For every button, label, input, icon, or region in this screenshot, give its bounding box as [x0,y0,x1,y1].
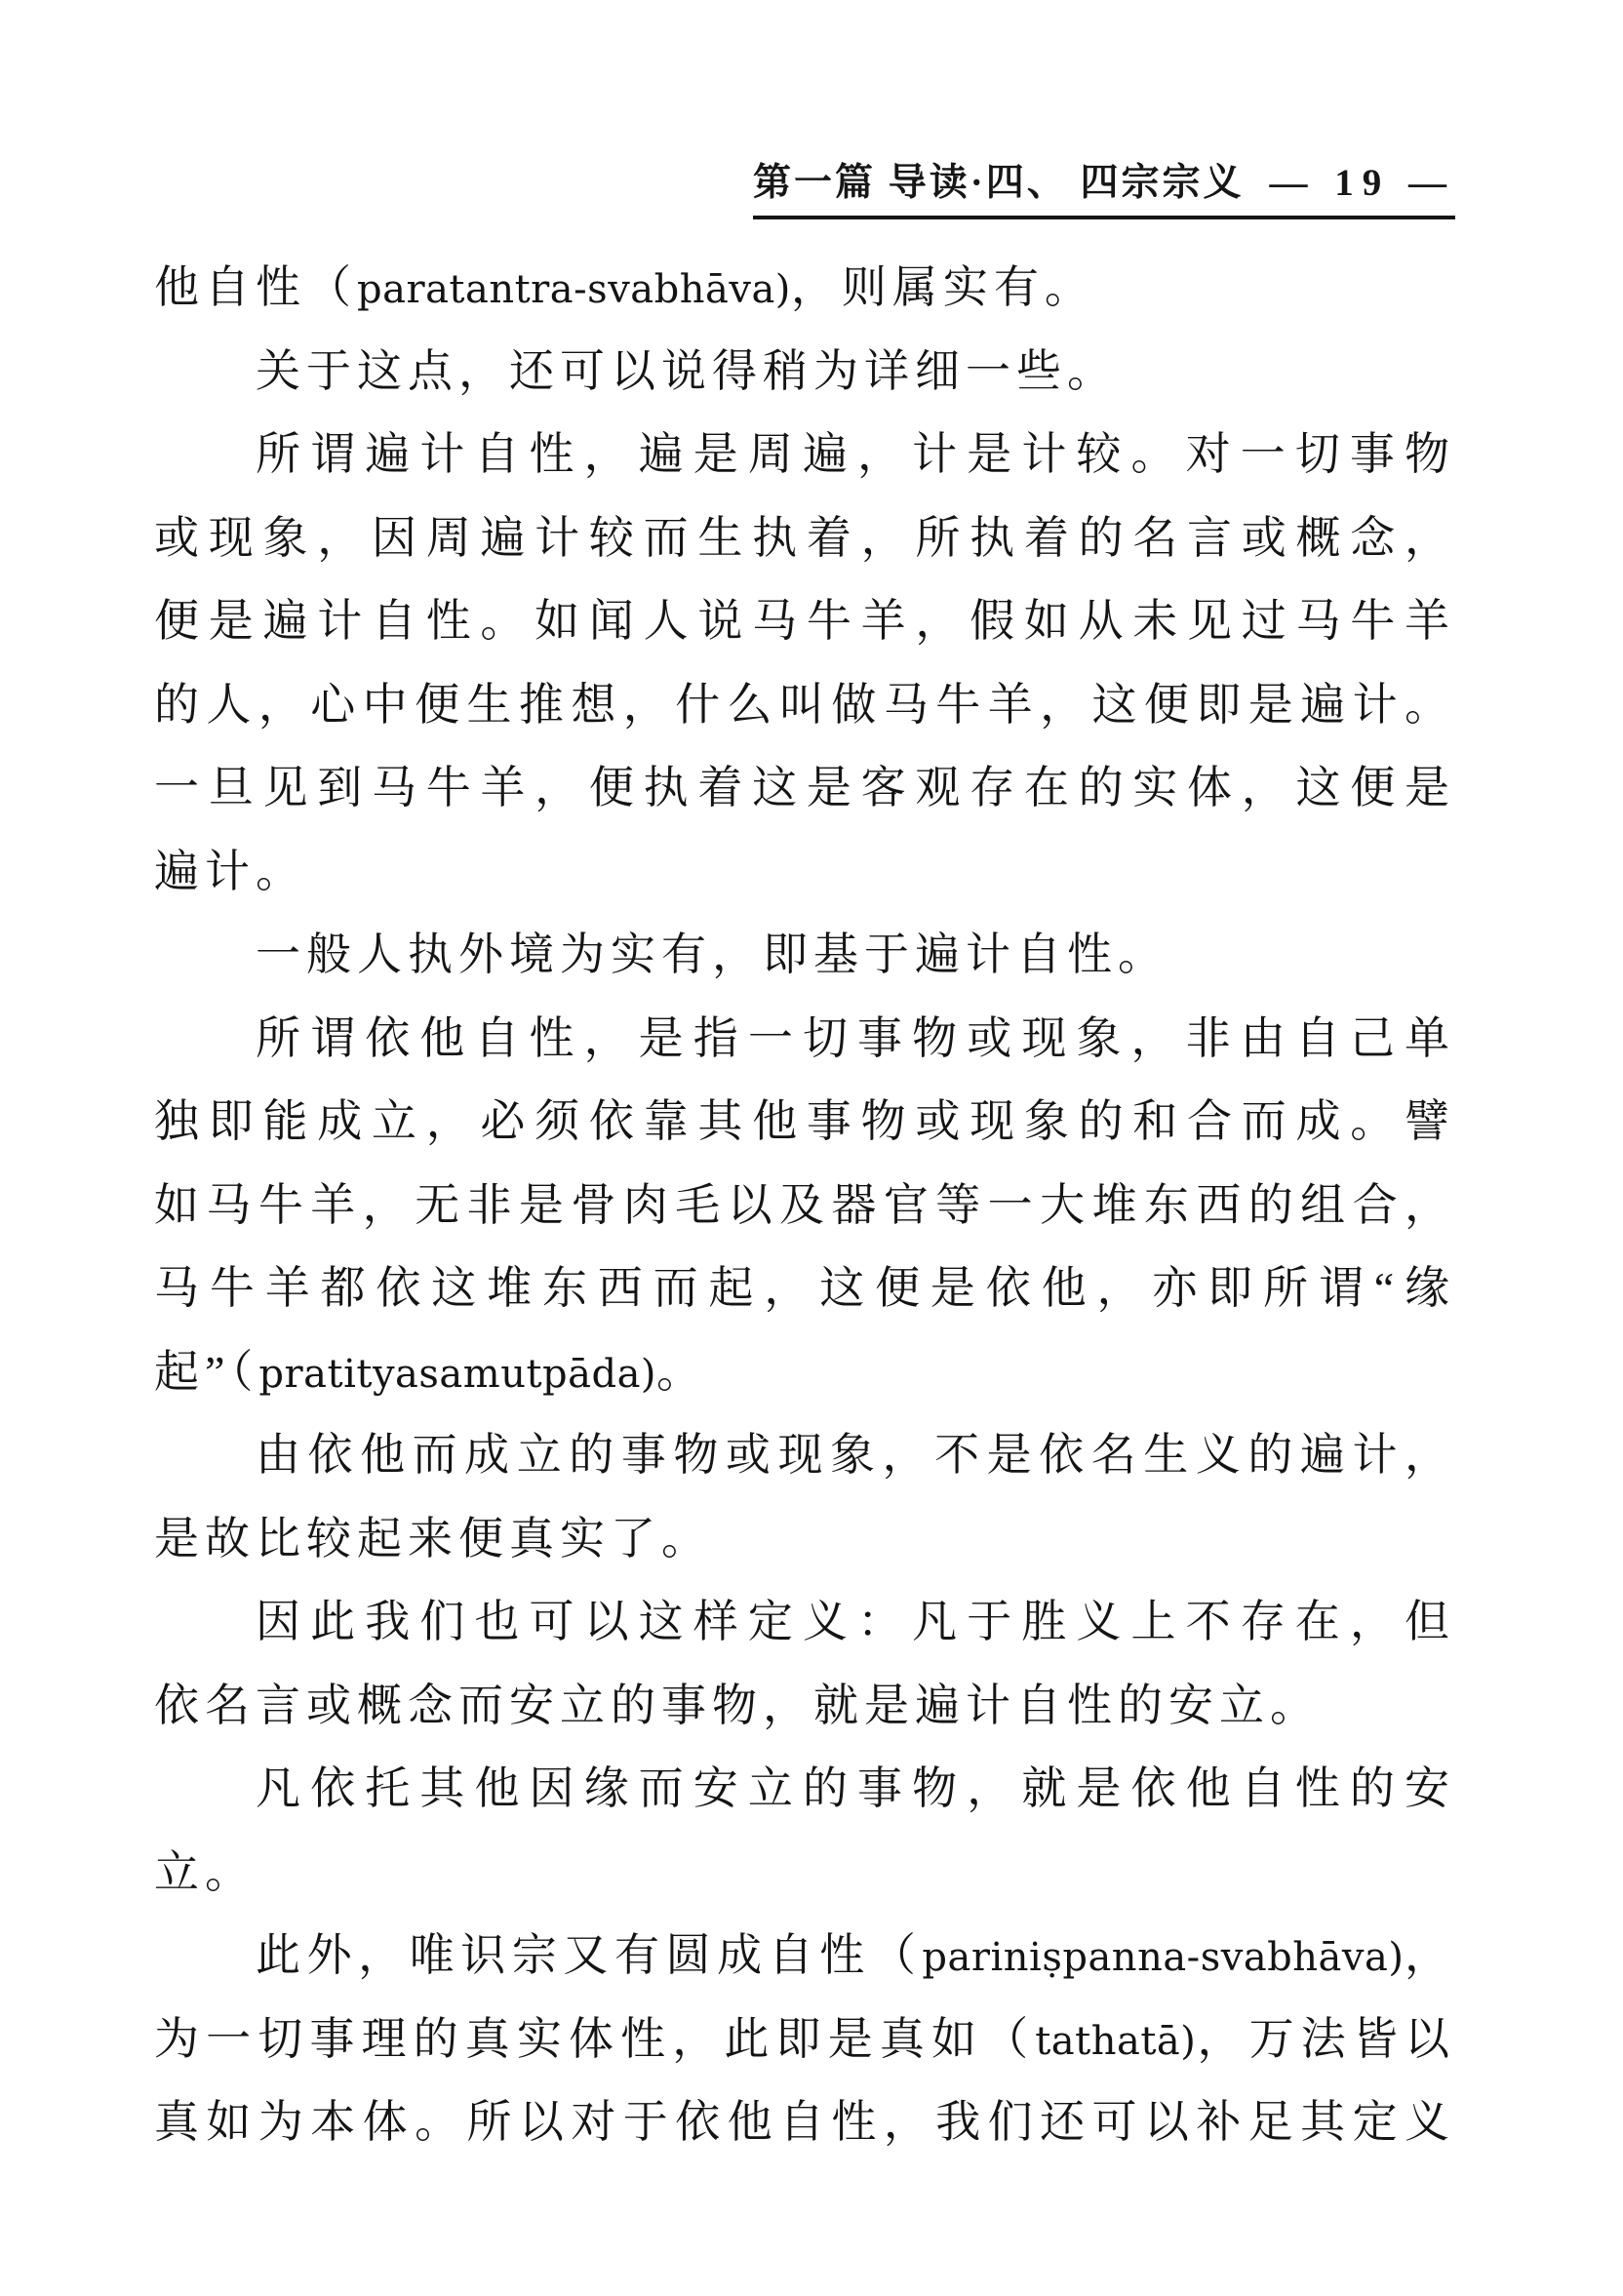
sanskrit-term: tathatā) [1035,2018,1197,2064]
text-line [154,246,1455,330]
chinese-text: 或现象，因周遍计较而生执着，所执着的名言或概念， [154,512,1455,563]
chinese-text: 。 [656,1346,708,1397]
text-line [154,1497,1455,1581]
text-line [154,1330,1455,1414]
text-line [154,1664,1455,1748]
text-line [154,830,1455,914]
chinese-text: ，则属实有。 [790,262,1095,312]
text-line [154,330,1455,414]
chinese-text: 是故比较起来便真实了。 [154,1513,712,1564]
sanskrit-term: pariniṣpanna-svabhāva) [922,1935,1405,1980]
chinese-text: 马牛羊都依这堆东西而起，这便是依他，亦即所谓“缘 [154,1263,1455,1313]
chinese-text: 此外，唯识宗又有圆成自性（ [256,1930,923,1980]
chinese-text: 因此我们也可以这样定义：凡于胜义上不存在，但 [256,1597,1455,1646]
chinese-text: ， [1404,1930,1456,1980]
chinese-text: 遍计。 [154,846,306,896]
text-line [154,1998,1455,2081]
text-line [154,579,1455,663]
text-line [154,746,1455,830]
body-text [154,246,1455,2164]
text-line [154,413,1455,496]
chinese-text: 起”（ [154,1346,259,1397]
page-header [753,152,1455,219]
chinese-text: 便是遍计自性。如闻人说马牛羊，假如从未见过马牛羊 [154,596,1455,646]
chinese-text: 他自性（ [154,262,357,312]
chinese-text: 一般人执外境为实有，即基于遍计自性。 [256,930,1168,979]
chinese-text: 所谓依他自性，是指一切事物或现象，非由自己单 [256,1012,1455,1063]
text-line [154,1413,1455,1497]
chinese-text: 所谓遍计自性，遍是周遍，计是计较。对一切事物 [256,429,1455,479]
text-line [154,1747,1455,1831]
text-line [154,1247,1455,1330]
text-line [154,913,1455,997]
chinese-text: 依名言或概念而安立的事物，就是遍计自性的安立。 [154,1680,1321,1730]
text-line [154,1914,1455,1998]
text-line [154,496,1455,580]
sanskrit-term: pratityasamutpāda) [258,1351,657,1397]
chinese-text: 真如为本体。所以对于依他自性，我们还可以补足其定义 [154,2097,1455,2147]
chinese-text: ，万法皆以 [1196,2013,1456,2064]
chinese-text: 关于这点，还可以说得稍为详细一些。 [256,345,1118,396]
chinese-text: 如马牛羊，无非是骨肉毛以及器官等一大堆东西的组合， [154,1179,1455,1230]
text-line [154,1080,1455,1164]
chinese-text: 由依他而成立的事物或现象，不是依名生义的遍计， [256,1430,1455,1480]
text-line [154,997,1455,1081]
chinese-text: 为一切事理的真实体性，此即是真如（ [154,2013,1036,2064]
text-line [154,663,1455,747]
chinese-text: 的人，心中便生推想，什么叫做马牛羊，这便即是遍计。 [154,679,1455,730]
sanskrit-term: paratantra-svabhāva) [357,267,791,312]
page-number: — 19 — [1269,162,1455,204]
text-line [154,1580,1455,1664]
chinese-text: 立。 [154,1846,256,1897]
chinese-text: 一旦见到马牛羊，便执着这是客观存在的实体，这便是 [154,763,1455,812]
chinese-text: 凡依托其他因缘而安立的事物，就是依他自性的安 [256,1763,1455,1813]
chinese-text: 独即能成立，必须依靠其他事物或现象的和合而成。譬 [154,1096,1455,1146]
page-header-title: 第一篇 导读·四、 四宗宗义 [752,162,1245,204]
text-line [154,1831,1455,1915]
text-line [154,2080,1455,2164]
text-line [154,1164,1455,1247]
